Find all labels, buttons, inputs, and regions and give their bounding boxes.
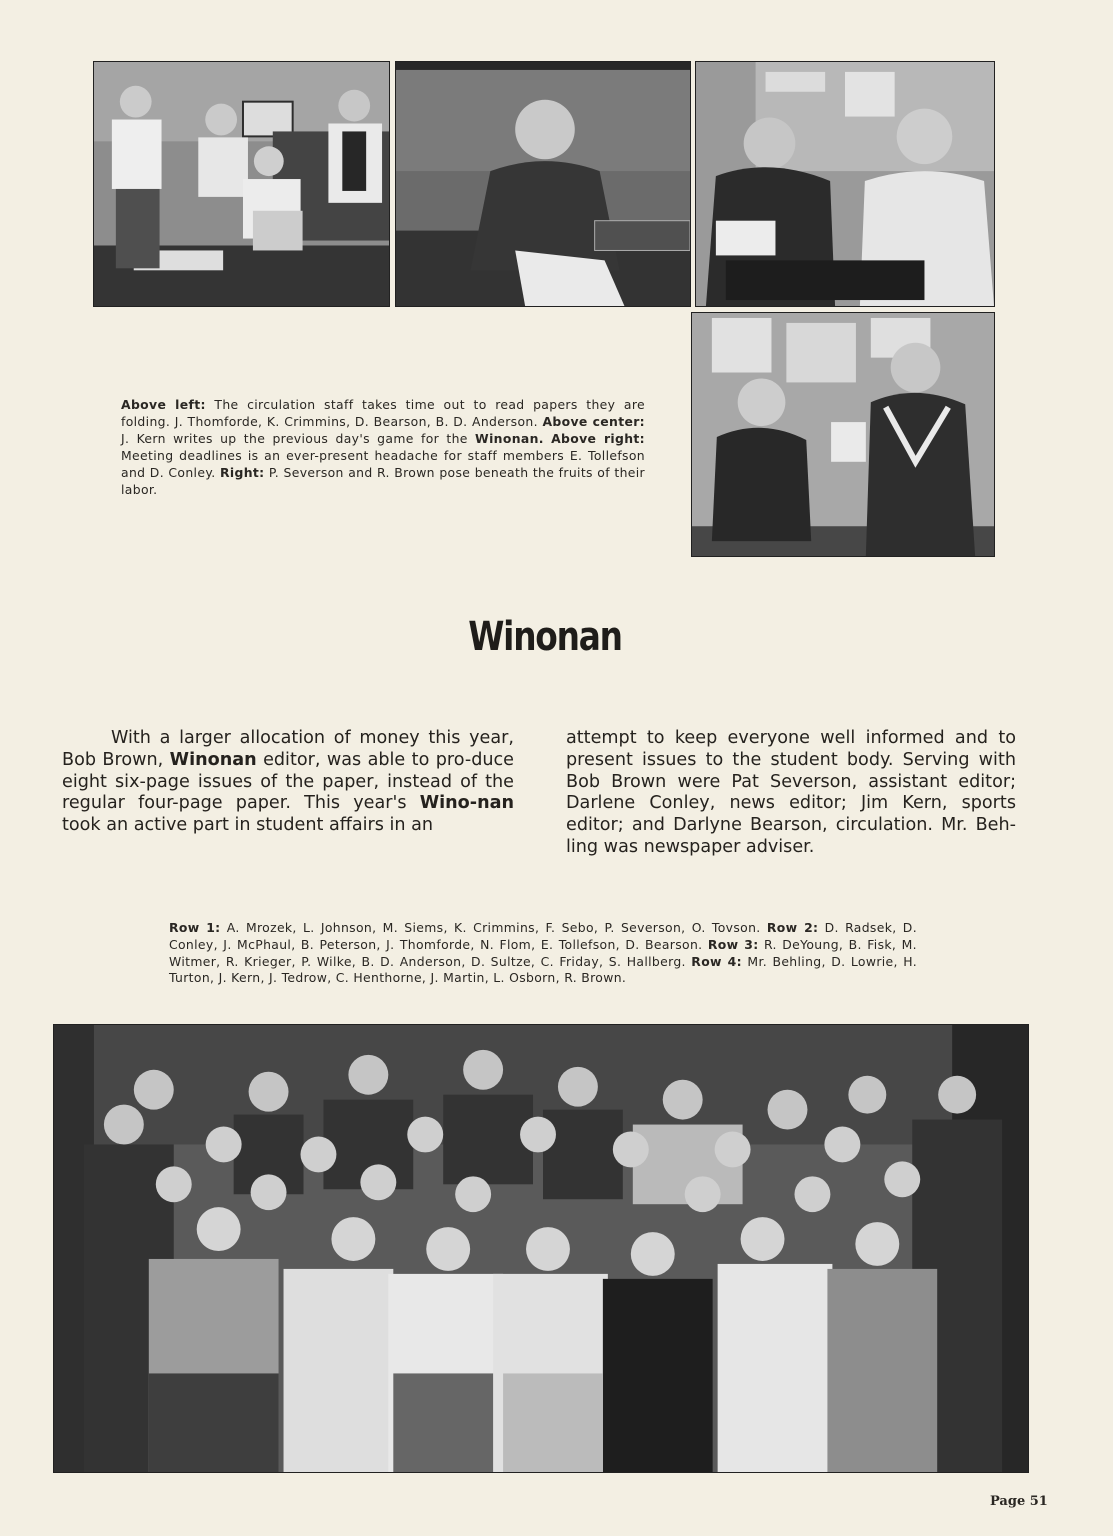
caption-label-right: Right: xyxy=(219,465,265,480)
photo-caption xyxy=(121,396,645,498)
page-title: Winonan xyxy=(468,614,622,660)
group-row2-names: D. Radsek, D. Conley, J. McPhaul, B. Peterson, J. Thomforde, N. Flom, E. Tollefson, D. Bearson. xyxy=(169,920,917,952)
caption-text-above-center: J. Kern writes up the previous day's game for the xyxy=(121,431,468,446)
group-row2-label: Row 2: xyxy=(766,920,819,935)
caption-label-above-right: Above right: xyxy=(551,431,645,446)
caption-text-above-right: Meeting deadlines is an ever-present headache for staff members E. Tollefson and D. Conley. xyxy=(121,448,645,480)
group-row3-names: R. DeYoung, B. Fisk, M. Witmer, R. Krieger, P. Wilke, B. D. Anderson, D. Sultze, C. Friday, S. Hallberg. xyxy=(169,936,917,969)
group-row1-names: A. Mrozek, L. Johnson, M. Siems, K. Crimmins, F. Sebo, P. Severson, O. Tovson. xyxy=(226,920,761,935)
caption-label-above-left: Above left: xyxy=(121,397,206,412)
group-row4-names: Mr. Behling, D. Lowrie, H. Turton, J. Kern, J. Tedrow, C. Henthorne, J. Martin, L. Osborn, R. Brown. xyxy=(169,953,917,986)
body-left-part-3: took an active part in student affairs in an xyxy=(62,815,434,836)
body-left-emphasis-1: Winonan xyxy=(169,749,257,770)
body-left-part-2: editor, was able to pro-duce eight six-page issues of the paper, instead of the regular four-page paper. This year's xyxy=(62,749,515,814)
photo-sports-editor-writing xyxy=(395,61,691,307)
body-left-emphasis-2: Wino-nan xyxy=(419,793,514,814)
group-row1-label: Row 1: xyxy=(169,920,221,935)
page-number: Page 51 xyxy=(990,1494,1048,1509)
photo-newspaper-staff-group xyxy=(53,1024,1029,1473)
body-text-right-column: attempt to keep everyone well informed and to present issues to the student body. Serving with Bob Brown were Pat Severson, assistant editor; Darlene Conley, news editor; Jim Kern, sports editor; and Darlyne Bearson, circulation. Mr. Beh-ling was newspaper adviser. xyxy=(566,728,1016,857)
group-row4-label: Row 4: xyxy=(691,953,742,969)
group-photo-caption xyxy=(169,920,917,987)
photo-meeting-deadlines xyxy=(695,61,995,307)
caption-emphasis-winonan: Winonan. xyxy=(475,431,544,446)
photo-editors-pose xyxy=(691,312,995,557)
body-left-part-1: With a larger allocation of money this year, Bob Brown, xyxy=(62,728,514,770)
caption-text-right: P. Severson and R. Brown pose beneath the fruits of their labor. xyxy=(121,465,645,497)
photo-circulation-staff xyxy=(93,61,390,307)
caption-text-above-left: The circulation staff takes time out to read papers they are folding. J. Thomforde, K. Crimmins, D. Bearson, B. D. Anderson. xyxy=(121,397,645,429)
body-text-left-column xyxy=(62,728,514,837)
caption-label-above-center: Above center: xyxy=(542,414,645,429)
group-row3-label: Row 3: xyxy=(707,936,759,952)
